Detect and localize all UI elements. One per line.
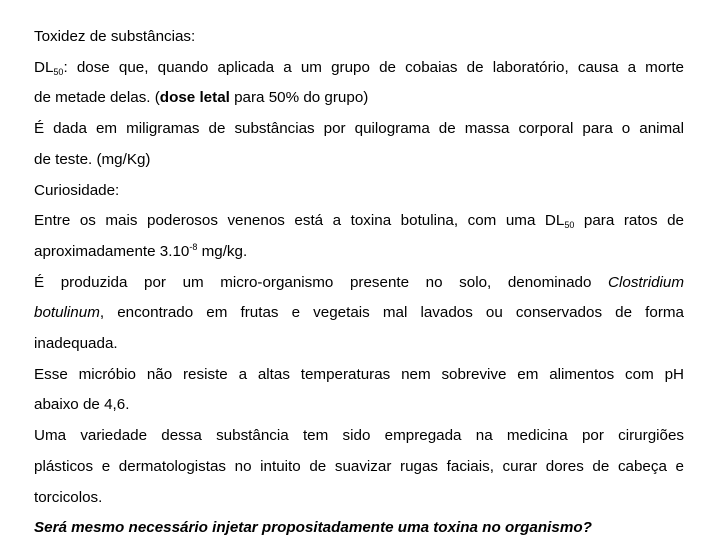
microbe-text-1: Esse micróbio não resiste a altas temperaturas nem sobrevive em alimentos com pH: [34, 365, 684, 383]
microbe-line-2: [34, 390, 684, 421]
species-italic: botulinum: [34, 304, 100, 322]
medicine-line-2: [34, 452, 684, 483]
origin-text-3: inadequada.: [34, 335, 118, 353]
toxin-text-1-pre: Entre os mais poderosos venenos está a toxina botulina, com uma DL: [34, 212, 565, 230]
medicine-text-3: torcicolos.: [34, 488, 103, 506]
definition-line-2: [34, 83, 684, 114]
toxin-line-1: [34, 206, 684, 237]
medicine-line-3: [34, 483, 684, 514]
heading: [34, 22, 684, 53]
medicine-line-1: [34, 421, 684, 452]
closing-question-text: Será mesmo necessário injetar propositadamente uma toxina no organismo?: [34, 519, 592, 537]
definition-line-1: [34, 53, 684, 84]
medicine-text-2: plásticos e dermatologistas no intuito de suavizar rugas faciais, curar dores de cabeça e: [34, 457, 684, 475]
microbe-text-2: abaixo de 4,6.: [34, 396, 130, 414]
toxin-exponent: -8: [189, 241, 198, 252]
toxin-text-2-post: mg/kg.: [197, 242, 248, 260]
microbe-line-1: [34, 360, 684, 391]
curiosity-text: Curiosidade:: [34, 181, 120, 199]
heading-text: Toxidez de substâncias:: [34, 28, 196, 45]
definition-text-2-post: para 50% do grupo): [229, 89, 369, 107]
genus-italic: Clostridium: [608, 273, 684, 291]
toxin-line-2: [34, 237, 684, 268]
unit-line-1: [34, 114, 684, 145]
unit-text-2: de teste. (mg/Kg): [34, 150, 151, 168]
unit-line-2: [34, 145, 684, 176]
curiosity-label: [34, 176, 684, 207]
toxin-text-1-post: para ratos de: [574, 212, 685, 230]
closing-question: [34, 513, 684, 544]
toxin-dl-subscript: 50: [564, 220, 575, 231]
dl-label: DL: [34, 58, 54, 76]
origin-line-3: [34, 329, 684, 360]
toxin-text-2-pre: aproximadamente 3.10: [34, 242, 190, 260]
medicine-text-1: Uma variedade dessa substância tem sido empregada na medicina por cirurgiões: [34, 427, 684, 445]
origin-text-2: , encontrado em frutas e vegetais mal lavados ou conservados de forma: [99, 304, 684, 322]
dl-subscript: 50: [53, 66, 64, 77]
definition-text: : dose que, quando aplicada a um grupo de cobaias de laboratório, causa a morte: [63, 58, 684, 76]
definition-text-2-pre: de metade delas. (: [34, 89, 160, 107]
unit-text-1: É dada em miligramas de substâncias por quilograma de massa corporal para o animal: [34, 120, 684, 138]
origin-line-1: [34, 268, 684, 299]
lethal-dose-bold: dose letal: [159, 89, 230, 107]
origin-line-2: [34, 298, 684, 329]
origin-text-1: É produzida por um micro-organismo presente no solo, denominado: [34, 273, 609, 291]
